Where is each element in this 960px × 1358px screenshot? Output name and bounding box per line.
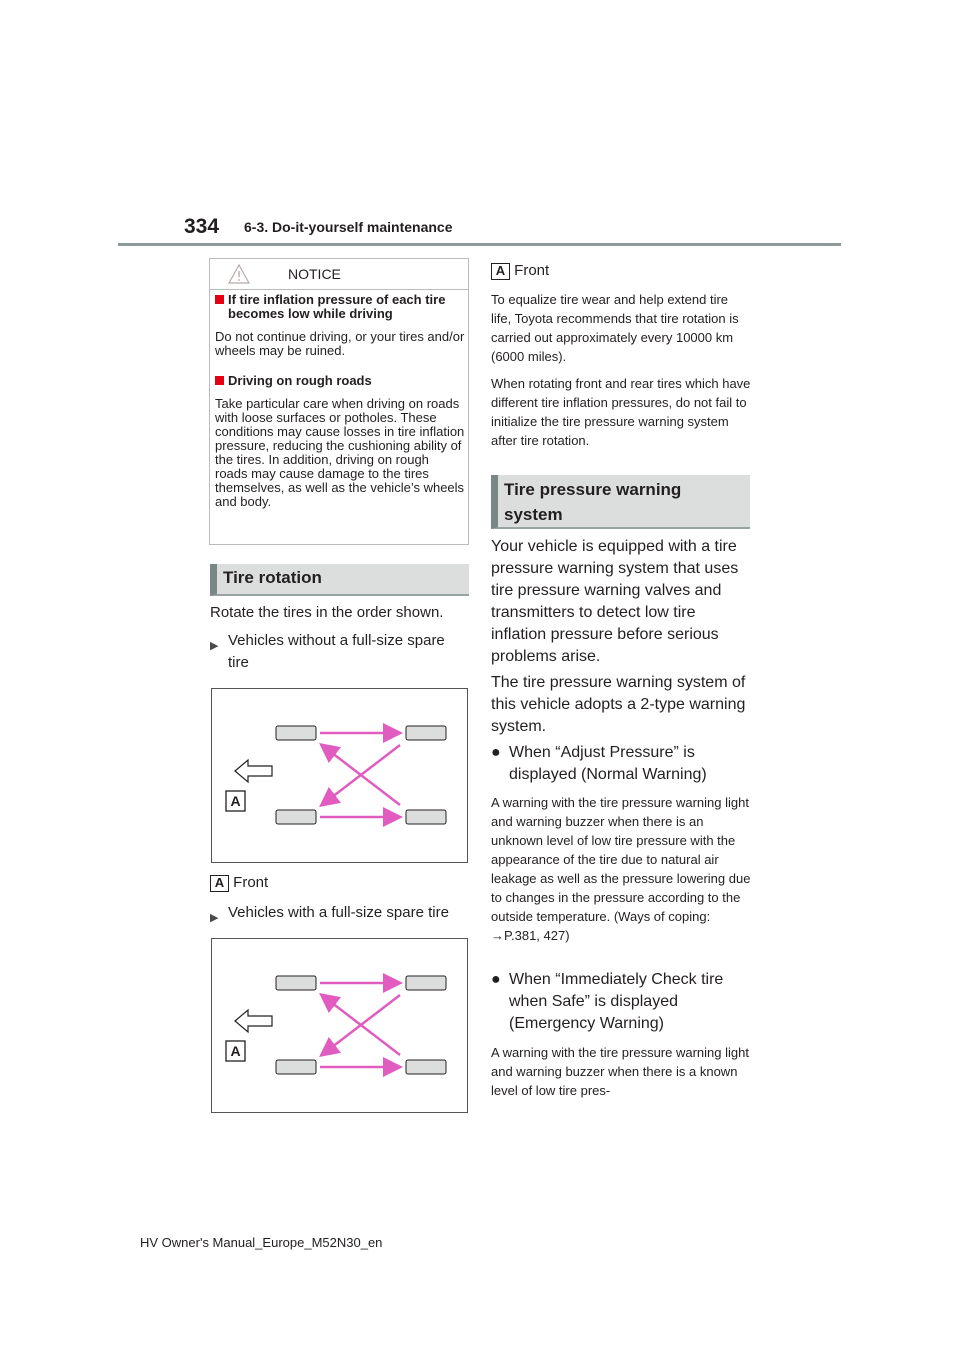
page-number: 334 [184, 215, 220, 238]
notice-item-heading: If tire inflation pressure of each tire becomes low while driving [215, 293, 465, 321]
triangle-bullet-icon: ▶ [210, 640, 219, 652]
rotation-initialize-note: When rotating front and rear tires which have different tire inflation pressures, do not fail to initialize the tire pressure warning system after tire rotation. [491, 376, 751, 448]
rotation-diagram-svg [212, 939, 467, 1112]
legend-front-right: A Front [491, 260, 751, 282]
tire-rotation-intro: Rotate the tires in the order shown. [210, 604, 444, 621]
dot-bullet-icon: ● [491, 971, 501, 988]
front-direction-arrow-icon [235, 760, 272, 782]
tire-front-right [406, 810, 446, 824]
tpws-title: Tire pressure warning system [504, 480, 682, 524]
notice-body [215, 293, 465, 509]
tpws-emergency-text: A warning with the tire pressure warning light and warning buzzer when there is a known level of low tire pres- [491, 1045, 749, 1098]
notice-item-text: Take particular care when driving on roads with loose surfaces or potholes. These conditions may cause losses in tire inflation pressure, reducing the cushioning ability of the tires. In addition, driving on rough roads may cause damage to the tires themselves, as well as the vehicle’s wheels and body. [215, 396, 465, 509]
header-rule [118, 243, 841, 246]
tire-rear-right [276, 1060, 316, 1074]
letter-a-text: A [230, 793, 241, 809]
rotation-diagram-svg [212, 689, 467, 862]
case-without-spare: ▶ Vehicles without a full-size spare tire [210, 632, 445, 671]
tire-rear-left [276, 976, 316, 990]
notice-box [209, 258, 469, 545]
rotation-recommendation: To equalize tire wear and help extend tire life, Toyota recommends that tire rotation is carried out approximately every 10000 km (6000 miles). [491, 292, 739, 364]
letter-a-box: A [491, 263, 510, 280]
red-square-bullet-icon [215, 376, 224, 385]
footer-manual-id: HV Owner's Manual_Europe_M52N30_en [140, 1235, 383, 1250]
tire-front-left [406, 726, 446, 740]
notice-label: NOTICE [288, 266, 341, 282]
notice-item-heading: Driving on rough roads [215, 374, 465, 388]
tire-rear-right [276, 810, 316, 824]
legend-front: A Front [210, 872, 469, 894]
tpws-bullet-emergency: ● When “Immediately Check tire when Safe” is displayed (Emergency Warning) [491, 971, 724, 1032]
warning-triangle-icon [228, 264, 250, 284]
triangle-bullet-icon: ▶ [210, 912, 219, 924]
notice-item-text: Do not continue driving, or your tires and/or wheels may be ruined. [215, 329, 465, 358]
front-direction-arrow-icon [235, 1010, 272, 1032]
letter-a-box: A [210, 875, 229, 892]
tire-rotation-title-bar [210, 564, 469, 596]
section-heading: 6-3. Do-it-yourself maintenance [244, 219, 453, 235]
tire-front-right [406, 1060, 446, 1074]
rotation-diagram-without-spare [211, 688, 468, 863]
tire-rear-left [276, 726, 316, 740]
case-with-spare: ▶ Vehicles with a full-size spare tire [210, 902, 469, 929]
tpws-normal-text: A warning with the tire pressure warning light and warning buzzer when there is an unknown level of low tire pressure with the appearance of the tire due to natural air leakage as well as the pressure lowering due to changes in the pressure according to the outside temperature. (Ways of coping: →P.381, 427) [491, 795, 751, 943]
notice-header [210, 259, 468, 290]
letter-a-text: A [230, 1043, 241, 1059]
tire-front-left [406, 976, 446, 990]
tpws-two-type: The tire pressure warning system of this vehicle adopts a 2-type warning system. [491, 674, 746, 735]
tpws-bullet-normal: ● When “Adjust Pressure” is displayed (Normal Warning) [491, 744, 707, 783]
rotation-diagram-with-spare [211, 938, 468, 1113]
red-square-bullet-icon [215, 295, 224, 304]
tpws-title-bar [491, 475, 750, 529]
tpws-intro: Your vehicle is equipped with a tire pressure warning system that uses tire pressure warning valves and transmitters to detect low tire inflation pressure before serious problems arise. [491, 538, 739, 665]
tire-rotation-title: Tire rotation [223, 568, 322, 587]
dot-bullet-icon: ● [491, 744, 501, 761]
